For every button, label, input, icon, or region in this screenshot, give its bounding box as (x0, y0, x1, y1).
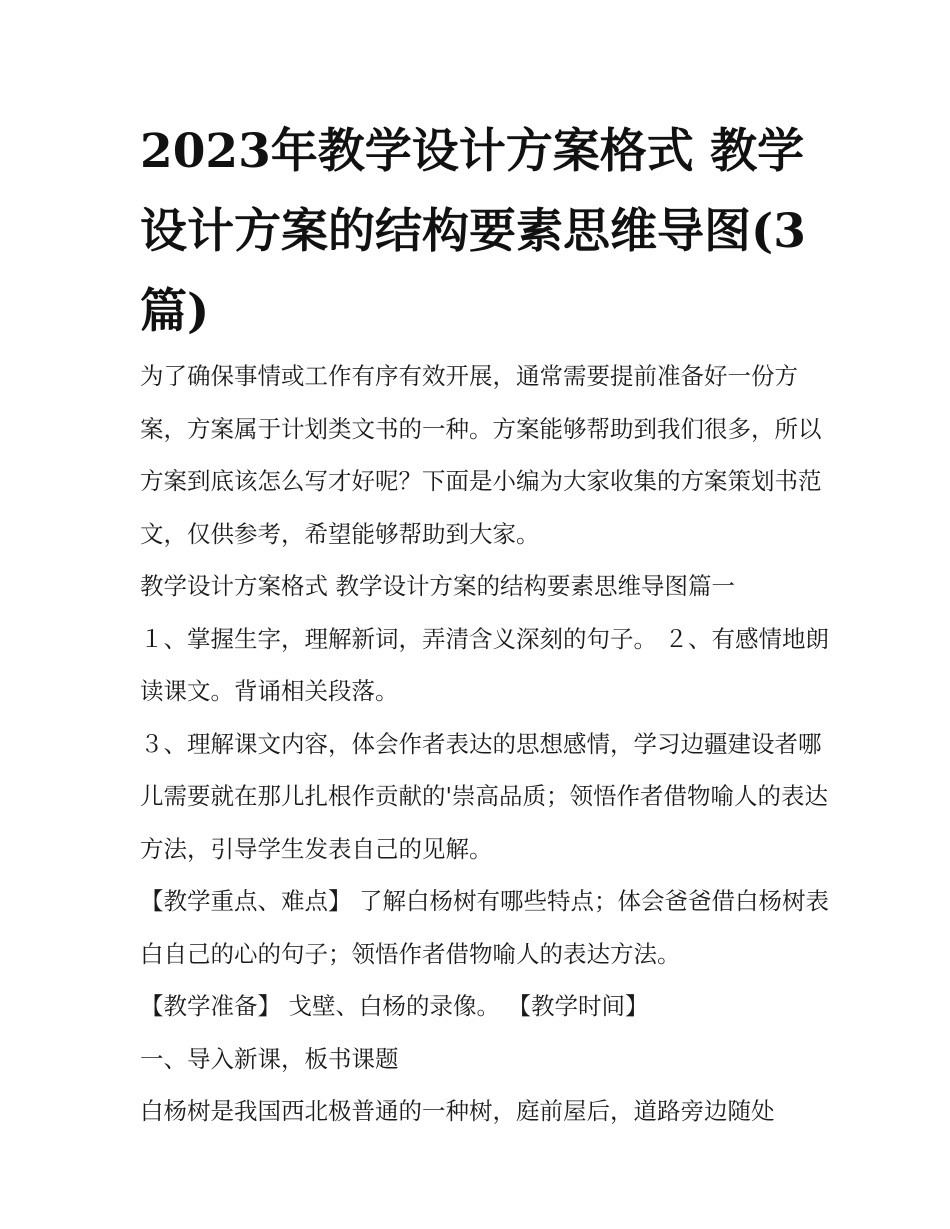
key-points-paragraph: 【教学重点、难点】 了解白杨树有哪些特点；体会爸爸借白杨树表白自己的心的句子；领悟作者借物喻人的表达方法。 (140, 887, 829, 968)
section-heading: 教学设计方案格式 教学设计方案的结构要素思维导图篇一 (140, 572, 735, 600)
document-title: 2023年教学设计方案格式 教学设计方案的结构要素思维导图(3篇) (140, 124, 806, 339)
preparation-paragraph: 【教学准备】 戈壁、白杨的录像。 【教学时间】 (140, 992, 649, 1020)
document-body (140, 350, 830, 1138)
step-paragraph: 白杨树是我国西北极普通的一种树，庭前屋后，道路旁边随处 (140, 1097, 775, 1125)
step-heading: 一、导入新课，板书课题 (140, 1044, 399, 1073)
objective-paragraph-3: ３、理解课文内容，体会作者表达的思想感情，学习边疆建设者哪儿需要就在那儿扎根作贡献的'崇高品质；领悟作者借物喻人的表达方法，引导学生发表自己的见解。 (140, 729, 828, 863)
objective-paragraph-1: １、掌握生字，理解新词，弄清含义深刻的句子。 ２、有感情地朗读课文。背诵相关段落。 (140, 624, 829, 705)
intro-paragraph: 为了确保事情或工作有序有效开展，通常需要提前准备好一份方案，方案属于计划类文书的一种。方案能够帮助到我们很多，所以方案到底该怎么写才好呢？下面是小编为大家收集的方案策划书范文，仅供参考，希望能够帮助到大家。 (140, 362, 822, 548)
